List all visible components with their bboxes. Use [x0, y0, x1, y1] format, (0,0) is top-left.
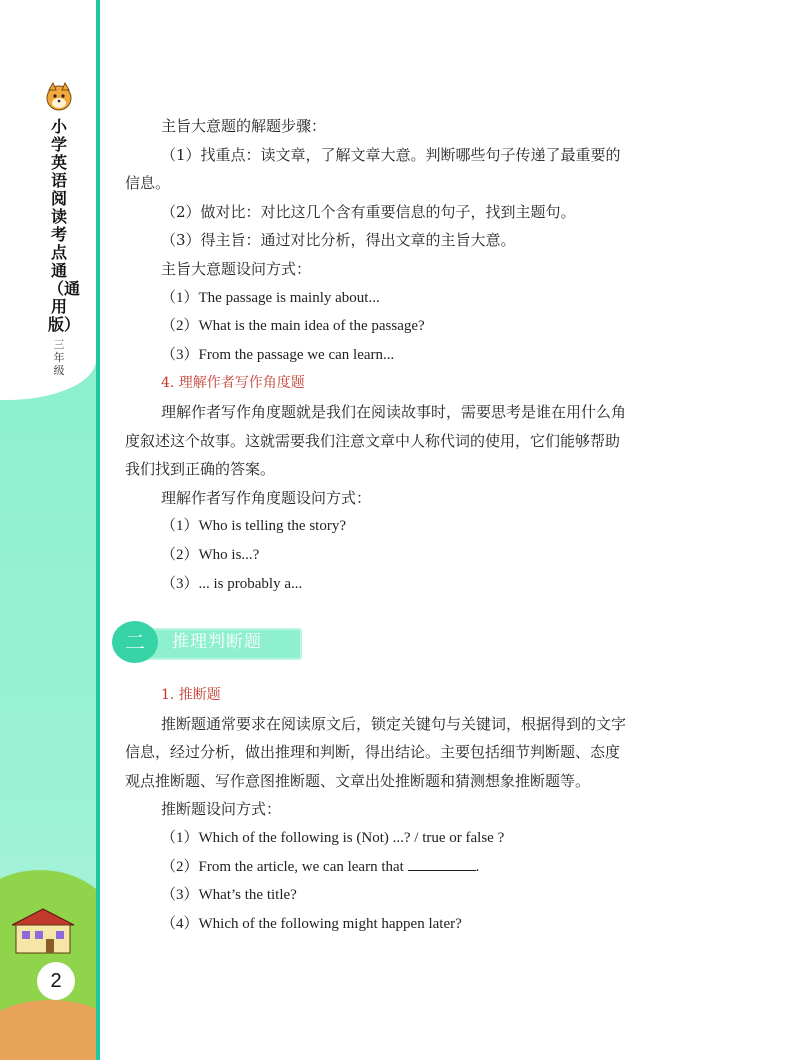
subsection-title: 4. 理解作者写作角度题 — [161, 375, 305, 392]
page-number: 2 — [37, 962, 75, 1000]
orange-path-illustration — [0, 1000, 100, 1060]
question-form-heading: 理解作者写作角度题设问方式： — [161, 488, 372, 507]
question-form-3: （3）From the passage we can learn... — [161, 346, 395, 363]
question-form-4: （4）Which of the following might happen later? — [161, 915, 462, 932]
fox-mascot-icon — [44, 82, 74, 112]
paragraph-line: 理解作者写作角度题就是我们在阅读故事时，需要思考是谁在用什么角 — [161, 402, 627, 421]
section-heading — [112, 621, 302, 663]
paragraph-line: 信息，经过分析，做出推理和判断，得出结论。主要包括细节判断题、态度 — [125, 743, 621, 762]
steps-heading: 主旨大意题的解题步骤： — [161, 117, 327, 135]
step-1: （1）找重点：读文章，了解文章大意。判断哪些句子传递了最重要的 — [161, 145, 621, 164]
step-2: （2）做对比：对比这几个含有重要信息的句子，找到主题句。 — [161, 202, 576, 221]
subsection-title: 1. 推断题 — [161, 687, 221, 703]
section-number: 二 — [112, 621, 158, 663]
question-form-2-end: . — [475, 858, 480, 875]
sidebar-edge — [96, 0, 100, 1060]
question-form-2 — [125, 853, 695, 882]
question-form-2: （2）Who is...? — [161, 546, 260, 563]
question-form-heading: 主旨大意题设问方式： — [161, 259, 312, 278]
grade-label: 三年级 — [53, 338, 65, 377]
question-form-1: （1）Who is telling the story? — [161, 518, 346, 535]
question-form-2: （2）What is the main idea of the passage? — [161, 318, 425, 335]
paragraph-line: 观点推断题、写作意图推断题、文章出处推断题和猜测想象推断题等。 — [125, 771, 591, 790]
question-form-2-text: （2）From the article, we can learn that — [161, 858, 408, 875]
question-form-3: （3）What’s the title? — [161, 887, 297, 904]
answer-blank — [408, 856, 476, 871]
question-form-heading: 推断题设问方式： — [161, 800, 282, 819]
paragraph-line: 我们找到正确的答案。 — [125, 460, 276, 479]
step-3: （3）得主旨：通过对比分析，得出文章的主旨大意。 — [161, 231, 516, 250]
house-illustration — [8, 905, 78, 955]
question-form-1: （1）The passage is mainly about... — [161, 289, 380, 306]
step-1-continued: 信息。 — [125, 174, 171, 193]
paragraph-line: 度叙述这个故事。这就需要我们注意文章中人称代词的使用，它们能够帮助 — [125, 431, 621, 450]
section-title: 推理判断题 — [172, 632, 262, 652]
main-content-top — [125, 112, 695, 598]
main-content-bottom — [125, 681, 695, 938]
question-form-1: （1）Which of the following is (Not) ...? / true or false ? — [161, 829, 505, 846]
paragraph-line: 推断题通常要求在阅读原文后，锁定关键句与关键词，根据得到的文字 — [161, 714, 627, 733]
book-title: 小学英语阅读考点通（通用版） — [48, 117, 81, 334]
question-form-3: （3）... is probably a... — [161, 575, 303, 592]
